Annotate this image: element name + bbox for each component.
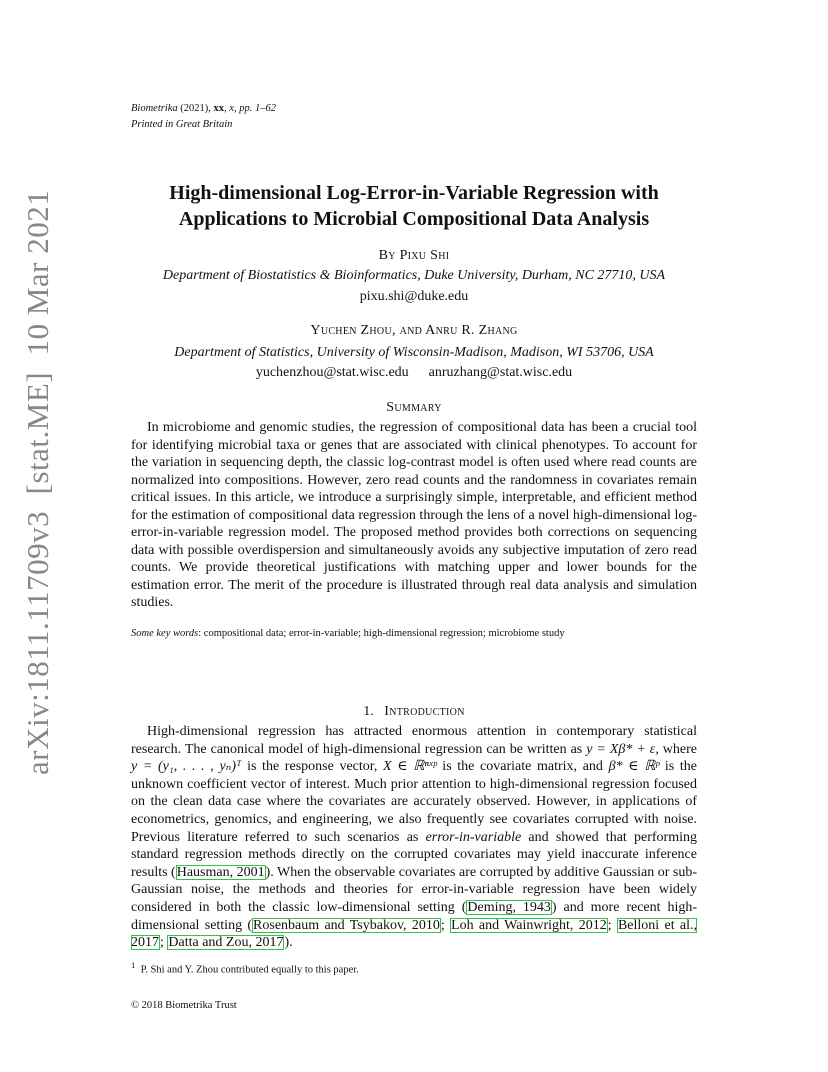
- author-1-email: pixu.shi@duke.edu: [359, 289, 469, 304]
- equation: y = Xβ* + ε,: [586, 741, 659, 757]
- citation-link[interactable]: Rosenbaum and Tsybakov, 2010: [253, 917, 440, 933]
- author-2-names: Yuchen Zhou, and Anru R. Zhang: [310, 323, 518, 338]
- equation: X ∈ ℝⁿˣᵖ: [383, 759, 437, 775]
- keywords: Some key words: compositional data; error-in-variable; high-dimensional regression; microbiome study: [131, 628, 565, 639]
- citation-link[interactable]: Deming, 1943: [467, 899, 551, 915]
- citation-link[interactable]: Datta and Zou, 2017: [168, 935, 284, 951]
- author-2-emails: yuchenzhou@stat.wisc.edu anruzhang@stat.wisc.edu: [255, 365, 573, 380]
- printed-line: Printed in Great Britain: [131, 119, 233, 130]
- author-1-affiliation: Department of Biostatistics & Bioinformatics, Duke University, Durham, NC 27710, USA: [162, 268, 666, 283]
- copyright-notice: © 2018 Biometrika Trust: [131, 1000, 237, 1011]
- journal-header: [131, 101, 276, 133]
- emphasis: error-in-variable: [425, 829, 522, 845]
- author-1-name: By Pixu Shi: [378, 248, 450, 263]
- arxiv-stamp: arXiv:1811.11709v3 [stat.ME] 10 Mar 2021: [20, 189, 55, 775]
- introduction-paragraph: High-dimensional regression has attracted enormous attention in contemporary statistical research. The canonical model of high-dimensional regression can be written as y = Xβ* + ε, where y = (y₁, . . . , yₙ)ᵀ is the response vector, X ∈ ℝⁿˣᵖ is the covariate matrix, and β* ∈ ℝᵖ is the unknown coefficient vector of interest. Much prior attention to high-dimensional regression focused on the clean data case where the covariates are accurately observed. However, in applications of econometrics, genomics, and engineering, we also frequently see covariates corrupted with noise. Previous literature referred to such scenarios as error-in-variable and showed that performing standard regression methods directly on the corrupted covariates may yield inaccurate inference results (Hausman, 2001). When the observable covariates are corrupted by additive Gaussian or sub-Gaussian noise, the methods and theories for error-in-variable regression have been widely considered in both the classic low-dimensional setting (Deming, 1943) and more recent high-dimensional setting (Rosenbaum and Tsybakov, 2010; Loh and Wainwright, 2012; Belloni et al., 2017; Datta and Zou, 2017).: [131, 724, 698, 951]
- summary-text: In microbiome and genomic studies, the regression of compositional data has been a crucial tool for identifying microbial taxa or genes that are associated with clinical phenotypes. To account for the variation in sequencing depth, the classic log-contrast model is often used where read counts are normalized into compositions. However, zero read counts and the randomness in covariates remain critical issues. In this article, we introduce a surprisingly simple, interpretable, and efficient method for the estimation of compositional data regression through the lens of a novel high-dimensional log-error-in-variable regression model. The proposed method provides both corrections on sequencing data with possible overdispersion and simultaneously avoids any subjective imputation of zero read counts. We provide theoretical justifications with matching upper and lower bounds for the estimation error. The merit of the procedure is illustrated through real data analysis and simulation studies.: [131, 420, 697, 610]
- journal-citation: Biometrika (2021), xx, x, pp. 1–62: [131, 103, 276, 114]
- equation: β* ∈ ℝᵖ: [608, 759, 660, 775]
- citation-link[interactable]: Hausman, 2001: [176, 864, 265, 880]
- footnote: $^1$ P. Shi and Y. Zhou contributed equally to this paper.: [131, 960, 359, 976]
- author-2-affiliation: Department of Statistics, University of Wisconsin-Madison, Madison, WI 53706, USA: [174, 345, 654, 360]
- citation-link[interactable]: Loh and Wainwright, 2012: [451, 917, 607, 933]
- summary-heading: Summary: [386, 400, 442, 415]
- equation: y = (y₁, . . . , yₙ)ᵀ: [131, 759, 242, 775]
- section-heading: 1. Introduction: [363, 704, 465, 719]
- citation-link[interactable]: Belloni et al., 2017: [131, 917, 697, 951]
- paper-title: High-dimensional Log-Error-in-Variable Regression with Applications to Microbial Compositional Data Analysis: [169, 182, 659, 230]
